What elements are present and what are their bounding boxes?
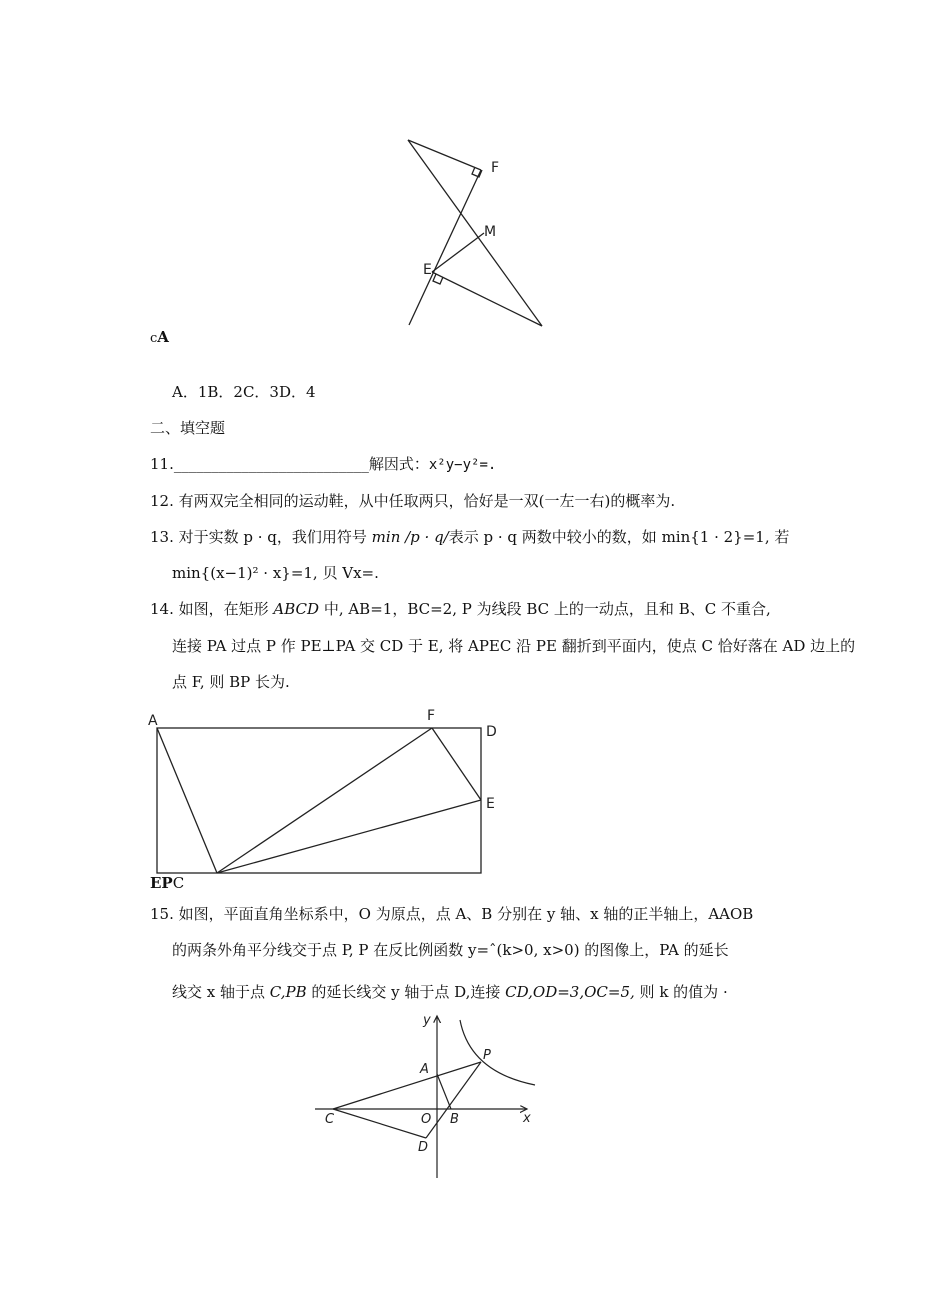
- q14-line1-b: ABCD: [273, 600, 320, 618]
- fig3-label-x: x: [523, 1111, 531, 1126]
- fig2-label-e: E: [486, 796, 495, 812]
- fig1-line-e-to-m: [432, 233, 484, 272]
- figure-3: [305, 1010, 550, 1185]
- q15-line3-b: C,PB: [269, 983, 307, 1001]
- q14-line1-a: 14. 如图，在矩形: [150, 600, 274, 618]
- figure-2-caption: [150, 873, 184, 893]
- question-14-line-1: [150, 599, 771, 619]
- fig2-label-f: F: [427, 708, 436, 724]
- fig1-label-e: E: [423, 262, 432, 278]
- fig3-label-p: P: [483, 1048, 491, 1063]
- q11-text: 解因式：: [368, 455, 429, 473]
- fig2-line-p-to-e: [217, 800, 481, 873]
- question-15-line-3: [172, 982, 728, 1002]
- question-13-line-2: min{(x−1)² · x}=1, 贝 Vx=.: [172, 564, 379, 582]
- question-14-line-2: 连接 PA 过点 P 作 PE⊥PA 交 CD 于 E, 将 APEC 沿 PE 翻折到平面内，使点 C 恰好落在 AD 边上的: [172, 637, 856, 655]
- fig3-label-b: B: [450, 1112, 459, 1127]
- q11-number: 11.: [150, 455, 174, 473]
- fig3-line-a-to-b: [437, 1074, 451, 1109]
- fig3-label-c: C: [325, 1112, 335, 1127]
- fig2-rectangle: [157, 728, 481, 873]
- fig2-caption-ep: EP: [150, 874, 173, 892]
- q15-line3-a: 线交 x 轴于点: [172, 983, 270, 1001]
- fig1-label-f: F: [491, 160, 500, 176]
- section-2-title: 二、填空题: [150, 419, 226, 437]
- fig2-caption-c: C: [172, 874, 185, 892]
- fig1-line-e-to-bottom-right: [432, 272, 542, 326]
- q14-line1-c: 中, AB=1，BC=2, P 为线段 BC 上的一动点，且和 B、C 不重合,: [319, 600, 771, 618]
- question-15-line-2: 的两条外角平分线交于点 P, P 在反比例函数 y=ˆ(k>0, x>0) 的图像上，PA 的延长: [172, 941, 729, 959]
- fig1-caption-a: A: [157, 328, 169, 346]
- fig2-line-f-to-e: [432, 728, 481, 800]
- q13-line1-b: min /p · q/: [371, 528, 449, 546]
- question-13-line-1: [150, 527, 789, 547]
- fig2-line-p-to-f: [217, 728, 432, 873]
- fig1-label-m: M: [484, 224, 497, 240]
- q15-line3-d: CD,OD=3,OC=5,: [505, 983, 635, 1001]
- fig3-label-o: O: [421, 1112, 432, 1127]
- q10-options: A．1B．2C．3D．4: [172, 383, 316, 401]
- question-14-line-3: 点 F, 则 BP 长为.: [172, 673, 290, 691]
- figure-2: [145, 708, 515, 878]
- fig2-line-a-to-p: [157, 728, 217, 873]
- question-15-line-1: 15. 如图，平面直角坐标系中，O 为原点，点 A、B 分别在 y 轴、x 轴的正半轴上，AAOB: [150, 905, 754, 923]
- figure-1: [395, 130, 565, 340]
- q15-line3-e: 则 k 的值为 ·: [634, 983, 728, 1001]
- q15-line3-c: 的延长线交 y 轴于点 D,连接: [306, 983, 506, 1001]
- q11-blank: __________________________: [173, 455, 369, 473]
- fig3-line-c-to-p: [333, 1062, 481, 1109]
- q13-line1-c: 表示 p · q 两数中较小的数，如 min{1 · 2}=1, 若: [448, 528, 790, 546]
- fig3-label-a: A: [420, 1062, 429, 1077]
- fig1-line-f-to-bottom-left: [409, 170, 481, 325]
- question-12: 12. 有两双完全相同的运动鞋，从中任取两只，恰好是一双(一左一右)的概率为.: [150, 492, 676, 510]
- fig2-label-d: D: [486, 724, 497, 740]
- fig3-line-c-to-d: [333, 1109, 426, 1138]
- fig2-label-a: A: [148, 713, 158, 729]
- q13-line1-a: 13. 对于实数 p · q，我们用符号: [150, 528, 372, 546]
- question-11: [150, 454, 496, 475]
- fig3-label-d: D: [418, 1140, 429, 1155]
- fig3-label-y: y: [423, 1013, 431, 1028]
- fig1-caption-c: c: [150, 331, 158, 346]
- figure-1-caption: [150, 327, 169, 349]
- q11-formula: x²y−y²=.: [428, 457, 497, 473]
